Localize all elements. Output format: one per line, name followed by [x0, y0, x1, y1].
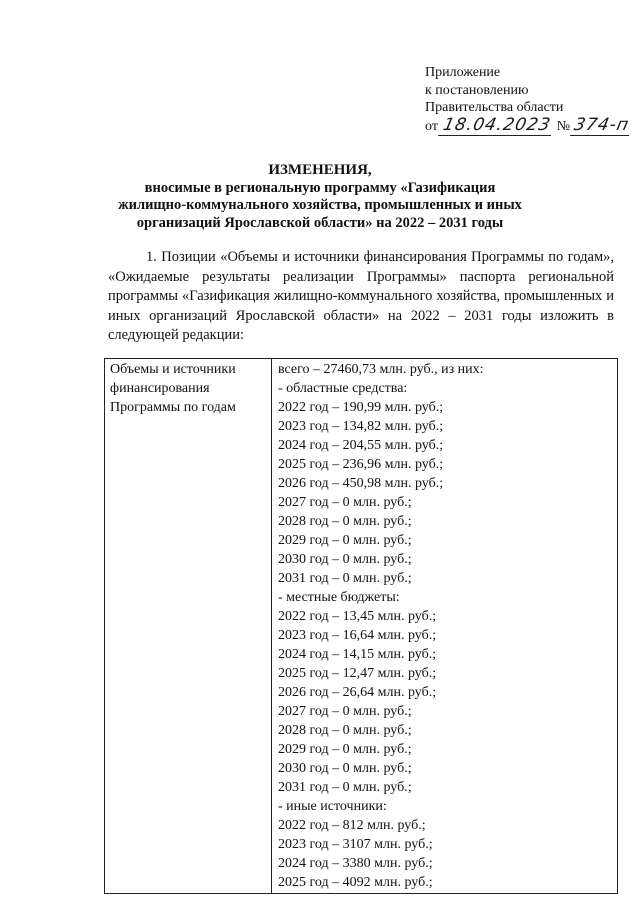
- title-line-2: вносимые в региональную программу «Газификация: [144, 179, 496, 196]
- title-line-4: организаций Ярославской области» на 2022 – 2031 годы: [136, 214, 504, 231]
- number-prefix: №: [556, 118, 571, 134]
- table-value-line: 2022 год – 190,99 млн. руб.;: [278, 400, 444, 415]
- appendix-header: [425, 64, 630, 135]
- table-value-line: 2022 год – 13,45 млн. руб.;: [278, 609, 437, 624]
- appendix-date-line: [425, 114, 632, 136]
- table-value-line: 2029 год – 0 млн. руб.;: [278, 533, 412, 548]
- table-value-line: 2028 год – 0 млн. руб.;: [278, 723, 412, 738]
- table-value-line: 2023 год – 134,82 млн. руб.;: [278, 419, 444, 434]
- table-value-line: 2023 год – 16,64 млн. руб.;: [278, 628, 437, 643]
- table-value-line: - местные бюджеты:: [278, 590, 400, 605]
- table-value-line: 2027 год – 0 млн. руб.;: [278, 495, 412, 510]
- table-row: [105, 359, 618, 894]
- intro-paragraph: 1. Позиции «Объемы и источники финансирования Программы по годам», «Ожидаемые результаты реализации Программы» паспорта региональной программы «Газификация жилищно-коммунального хозяйства, промышленных и иных организаций Ярославской области» на 2022 – 2031 годы изложить в следующей редакции:: [108, 249, 614, 343]
- appendix-line-3: Правительства области: [425, 100, 564, 115]
- table-value-line: 2030 год – 0 млн. руб.;: [278, 552, 412, 567]
- table-value-line: 2028 год – 0 млн. руб.;: [278, 514, 412, 529]
- title-main: ИЗМЕНЕНИЯ,: [268, 162, 372, 178]
- table-value-line: 2026 год – 450,98 млн. руб.;: [278, 476, 444, 491]
- date-prefix: от: [425, 118, 438, 134]
- values-list: [278, 360, 611, 892]
- table-value-line: - областные средства:: [278, 381, 408, 396]
- appendix-line-2: к постановлению: [425, 82, 529, 98]
- table-value-line: 2022 год – 812 млн. руб.;: [278, 818, 426, 833]
- table-value-line: 2030 год – 0 млн. руб.;: [278, 761, 412, 776]
- table-value-line: 2025 год – 236,96 млн. руб.;: [278, 457, 444, 472]
- table-value-line: 2025 год – 12,47 млн. руб.;: [278, 666, 437, 681]
- table-value-line: 2026 год – 26,64 млн. руб.;: [278, 685, 437, 700]
- financing-table: [104, 358, 618, 894]
- table-value-line: 2027 год – 0 млн. руб.;: [278, 704, 412, 719]
- handwritten-number: 374-п: [570, 117, 633, 136]
- document-title: [100, 162, 540, 232]
- appendix-line-1: Приложение: [425, 65, 501, 80]
- table-value-line: 2024 год – 204,55 млн. руб.;: [278, 438, 444, 453]
- table-value-line: 2031 год – 0 млн. руб.;: [278, 571, 412, 586]
- table-value-line: - иные источники:: [278, 799, 387, 814]
- table-value-line: 2031 год – 0 млн. руб.;: [278, 780, 412, 795]
- table-label-cell: Объемы и источники финансирования Программы по годам: [105, 359, 272, 894]
- table-value-line: 2025 год – 4092 млн. руб.;: [278, 875, 433, 890]
- table-value-line: 2024 год – 14,15 млн. руб.;: [278, 647, 437, 662]
- table-values-cell: [272, 359, 618, 894]
- table-value-line: всего – 27460,73 млн. руб., из них:: [278, 362, 484, 377]
- table-value-line: 2029 год – 0 млн. руб.;: [278, 742, 412, 757]
- title-line-3: жилищно-коммунального хозяйства, промышленных и иных: [118, 197, 522, 213]
- table-value-line: 2023 год – 3107 млн. руб.;: [278, 837, 433, 852]
- handwritten-date: 18.04.2023: [438, 117, 555, 136]
- table-value-line: 2024 год – 3380 млн. руб.;: [278, 856, 433, 871]
